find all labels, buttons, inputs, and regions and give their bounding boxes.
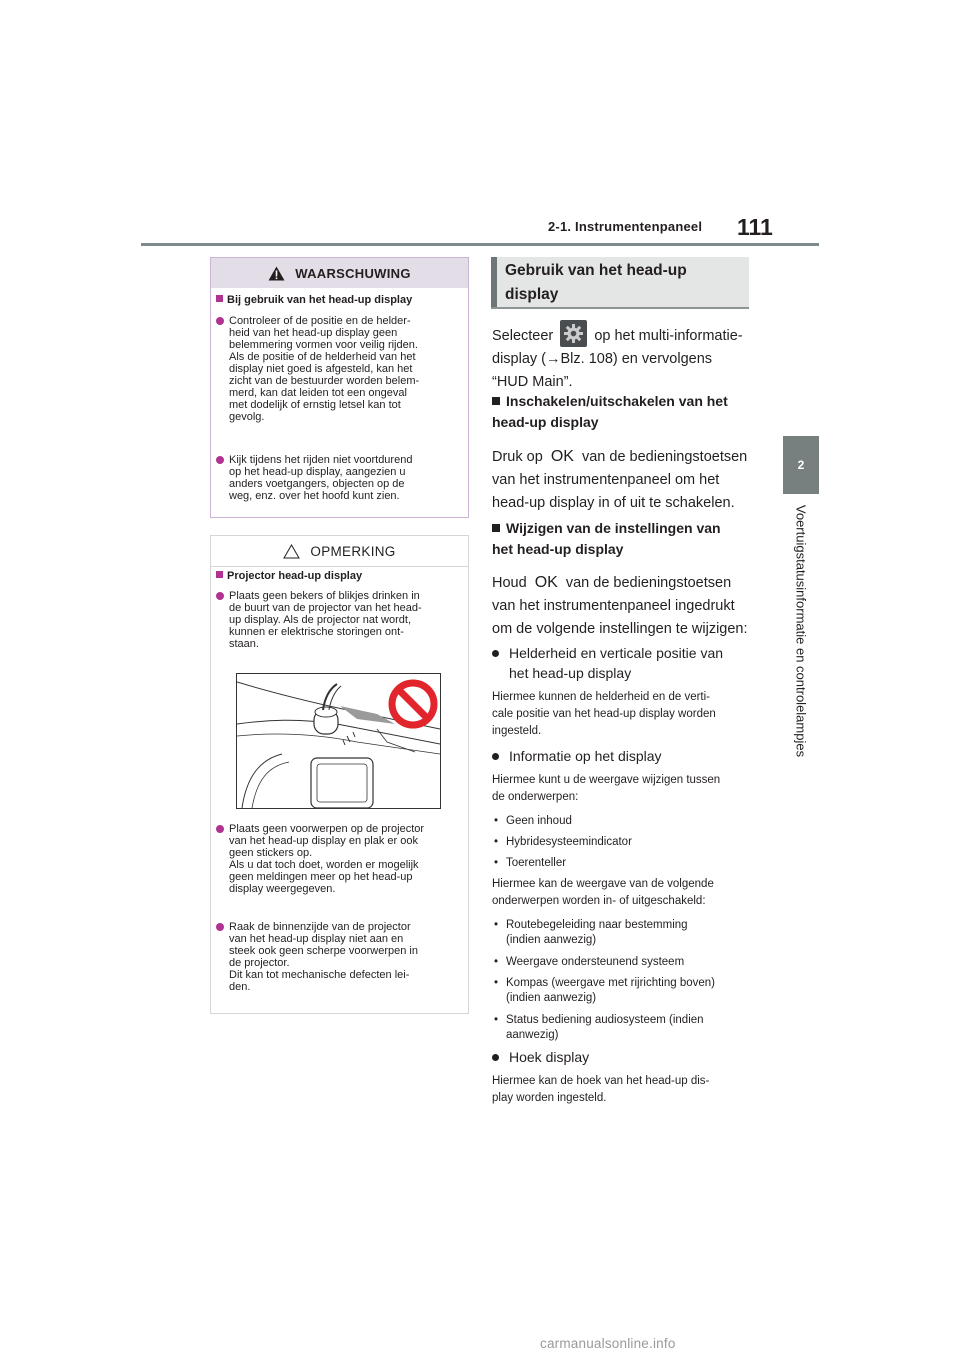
ok-button-symbol: OK [534,574,558,591]
subheading-toggle: Inschakelen/uitschakelen van het head-up display [492,393,728,430]
intro-paragraph: Selecteer op het multi-informatie- display (→Blz. 108) en vervolgens “HUD Main”. [492,320,752,394]
ok-button-symbol: OK [550,448,574,465]
subheading-settings: Wijzigen van de instellingen van het head-up display [492,520,721,557]
section-header [491,257,749,309]
section-heading: 2-1. Instrumentenpaneel [548,219,703,234]
option-display-info: Informatie op het display [492,746,752,768]
chapter-title-text: Voertuigstatusinformatie en controlelampjes [793,504,809,758]
settings-gear-icon [560,320,587,347]
option-display-info-desc2: Hiermee kan de weergave van de volgende onderwerpen worden in- of uitgeschakeld: [492,878,714,907]
page-number: 111 [737,214,773,240]
chapter-title [783,496,819,766]
warning-icon [268,266,285,281]
header-rule [141,243,819,246]
watermark: carmanualsonline.info [540,1336,676,1351]
notice-header [211,536,468,567]
warning-bullet: Kijk tijdens het rijden niet voortdurend op het head-up display, aangezien u anders voetgangers, objecten op de weg, enz. over het hoofd kunt zien. [216,454,461,509]
option-brightness: Helderheid en verticale positie van het head-up display [492,643,752,685]
caution-outline-icon [283,544,300,559]
warning-header [211,258,468,288]
notice-bullet: Plaats geen bekers of blikjes drinken in de buurt van de projector van het head- up display. Als de projector nat wordt, kunnen er elektrische storingen ont- staan. [216,590,461,660]
notice-title: Projector head-up display [216,570,362,582]
chapter-tab[interactable]: 2 [783,436,819,494]
option-display-angle: Hoek display [492,1047,752,1069]
section-title: Gebruik van het head-up display [505,262,687,303]
notice-heading: OPMERKING [310,543,396,559]
toggle-paragraph: Druk op OK van de bedieningstoetsen van het instrumentenpaneel om het head-up display in of uit te schakelen. [492,448,748,511]
notice-bullet: Plaats geen voorwerpen op de projector van het head-up display en plak er ook geen stickers op. Als u dat toch doet, worden er mogelijk geen meldingen meer op het head-up display weergegeven. [216,823,461,903]
warning-title: Bij gebruik van het head-up display [216,294,412,306]
option-display-angle-desc: Hiermee kan de hoek van het head-up dis- play worden ingesteld. [492,1075,710,1104]
warning-bullet: Controleer of de positie en de helder- heid van het head-up display geen belemmering vormen voor veilig rijden. Als de positie of de helderheid van het display niet goed is afgesteld, kan het zicht van de bestuurder worden belem- merd, kan dat leiden tot een ongeval met dodelijk of ernstig letsel kan tot gevolg. [216,315,461,445]
warning-heading: WAARSCHUWING [295,265,411,281]
option-display-info-desc: Hiermee kunt u de weergave wijzigen tussen de onderwerpen: [492,774,721,803]
prohibition-icon [387,678,439,730]
warning-box [210,257,469,518]
projector-illustration [236,673,441,809]
settings-paragraph: Houd OK van de bedieningstoetsen van het instrumentenpaneel ingedrukt om de volgende instellingen te wijzigen: [492,574,748,637]
option-brightness-desc: Hiermee kunnen de helderheid en de verti- cale positie van het head-up display worden ingesteld. [492,691,716,737]
notice-bullet: Raak de binnenzijde van de projector van het head-up display niet aan en steek ook geen scherpe voorwerpen in de projector. Dit kan tot mechanische defecten lei- den. [216,921,461,1006]
